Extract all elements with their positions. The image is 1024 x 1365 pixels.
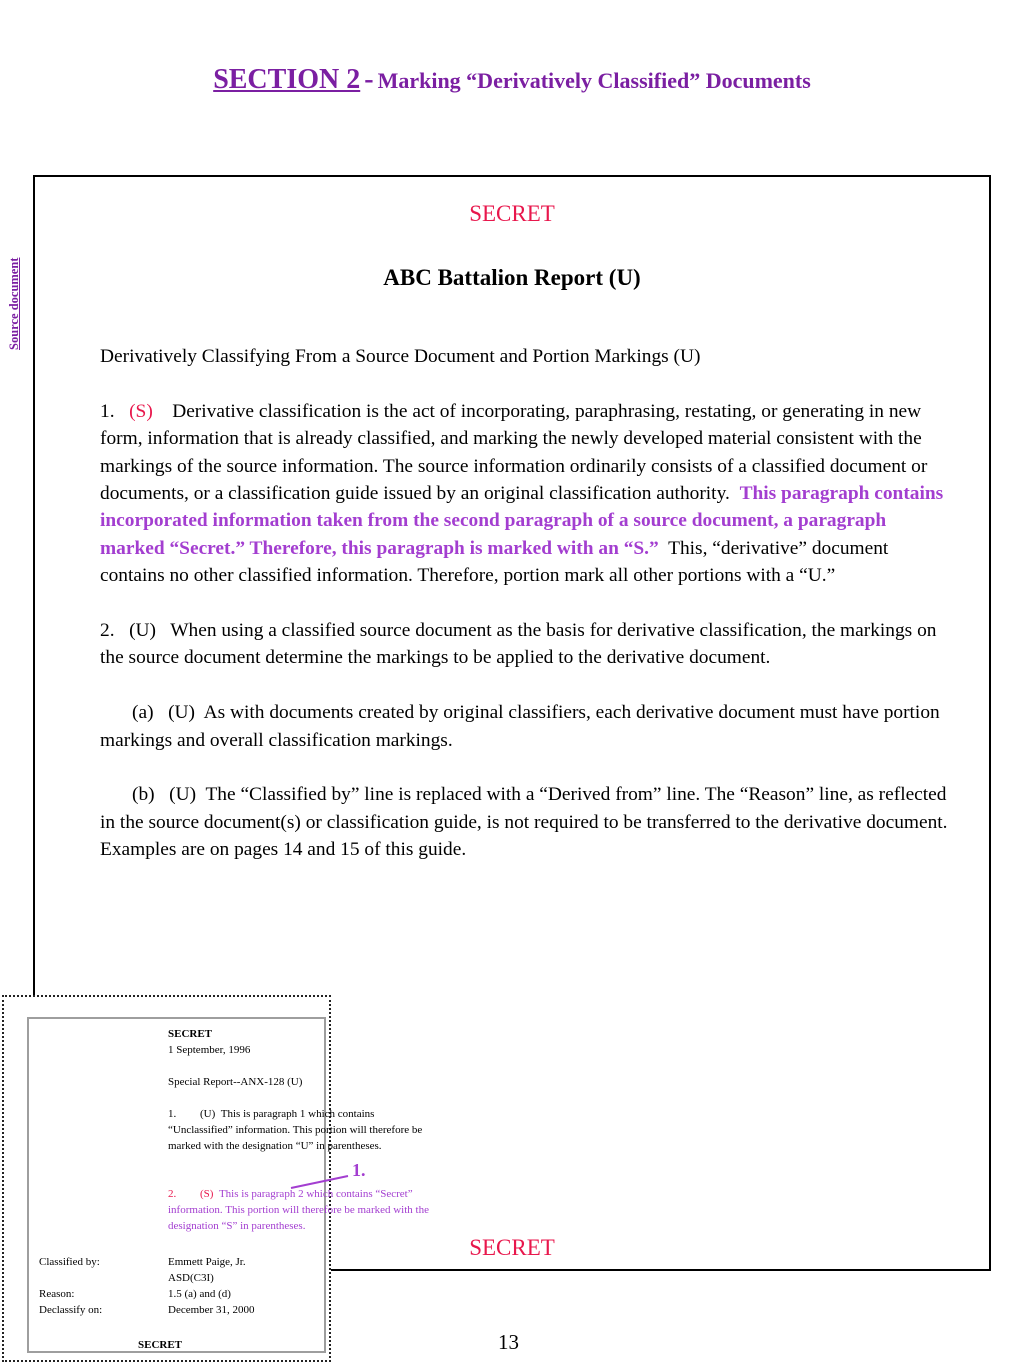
document-body — [100, 343, 950, 891]
source-paragraph-2-number: 2. — [168, 1188, 177, 1200]
source-paragraph-1-text: This is paragraph 1 which contains “Unclassified” information. This portion will therefore be marked with the designation “U” in parentheses. — [168, 1108, 423, 1152]
paragraph-1-number: 1. — [100, 400, 115, 422]
paragraph-2a-marking: (U) — [168, 702, 195, 724]
source-classification-top: SECRET — [168, 1028, 213, 1040]
paragraph-2b-label: (b) — [132, 784, 155, 806]
paragraph-2a-label: (a) — [132, 702, 154, 724]
reason-value: 1.5 (a) and (d) — [168, 1288, 231, 1300]
paragraph-2a-text: As with documents created by original classifiers, each derivative document must have portion markings and overall classification markings. — [100, 702, 940, 751]
paragraph-2-marking: (U) — [129, 620, 157, 642]
source-title: Special Report--ANX-128 (U) — [168, 1076, 303, 1088]
paragraph-2b-marking: (U) — [169, 784, 197, 806]
source-classification-bottom: SECRET — [138, 1339, 183, 1351]
paragraph-1-highlight: This paragraph contains incorporated information taken from the second paragraph of a source document, a paragraph marked “Secret.” Therefore, this paragraph is marked with an “S.” — [100, 483, 944, 559]
paragraph-2-text: When using a classified source document as the basis for derivative classification, the markings on the source document determine the markings to be applied to the derivative document. — [100, 620, 937, 669]
source-paragraph-2-marking: (S) — [200, 1188, 214, 1200]
title-separator: - — [364, 64, 374, 95]
page-title — [0, 64, 1024, 96]
paragraph-2-number: 2. — [100, 620, 115, 642]
source-paragraph-1-marking: (U) — [200, 1108, 216, 1120]
classified-by-office: ASD(C3I) — [168, 1272, 214, 1284]
reason-label: Reason: — [39, 1288, 75, 1300]
paragraph-2b-text: The “Classified by” line is replaced with a “Derived from” line. The “Reason” line, as reflected in the source document(s) or classification guide, is not required to be transferred to the derivative document. Examples are on pages 14 and 15 of this guide. — [100, 784, 948, 861]
paragraph-1 — [100, 398, 950, 590]
source-date: 1 September, 1996 — [168, 1044, 251, 1056]
document-heading: Derivatively Classifying From a Source Document and Portion Markings (U) — [100, 346, 701, 367]
callout-number: 1. — [352, 1160, 366, 1180]
section-subtitle: Marking “Derivatively Classified” Documents — [377, 68, 811, 93]
paragraph-1-text: Derivative classification is the act of incorporating, paraphrasing, restating, or generating in new form, information that is already classified, and marking the newly developed material consistent with the markings of the source information. The source information ordinarily consists of a classified document or documents, or a classification guide issued by an original classification authority. — [100, 400, 928, 505]
classification-bottom: SECRET — [469, 1235, 555, 1260]
source-paragraph-1-number: 1. — [168, 1108, 177, 1120]
source-paragraph-2 — [168, 1186, 430, 1234]
source-paragraph-1 — [168, 1106, 430, 1154]
paragraph-1-text-continued: This, “derivative” document contains no other classified information. Therefore, portion mark all other portions with a “U.” — [100, 537, 889, 587]
source-document-label: Source document — [7, 257, 21, 350]
page-number: 13 — [498, 1330, 519, 1354]
declassify-value: December 31, 2000 — [168, 1304, 255, 1316]
source-paragraph-2-text: This is paragraph 2 which contains “Secret” information. This portion will therefore be marked with the designation “S” in parentheses. — [168, 1188, 429, 1232]
paragraph-1-marking: (S) — [129, 400, 153, 422]
classified-by-value: Emmett Paige, Jr. — [168, 1256, 246, 1268]
paragraph-2a — [100, 699, 950, 754]
declassify-label: Declassify on: — [39, 1304, 103, 1316]
report-title: ABC Battalion Report (U) — [383, 265, 641, 290]
classified-by-label: Classified by: — [39, 1256, 100, 1268]
section-label: SECTION 2 — [213, 64, 361, 95]
paragraph-2b — [100, 781, 950, 863]
classification-top: SECRET — [469, 201, 555, 226]
paragraph-2 — [100, 617, 950, 672]
